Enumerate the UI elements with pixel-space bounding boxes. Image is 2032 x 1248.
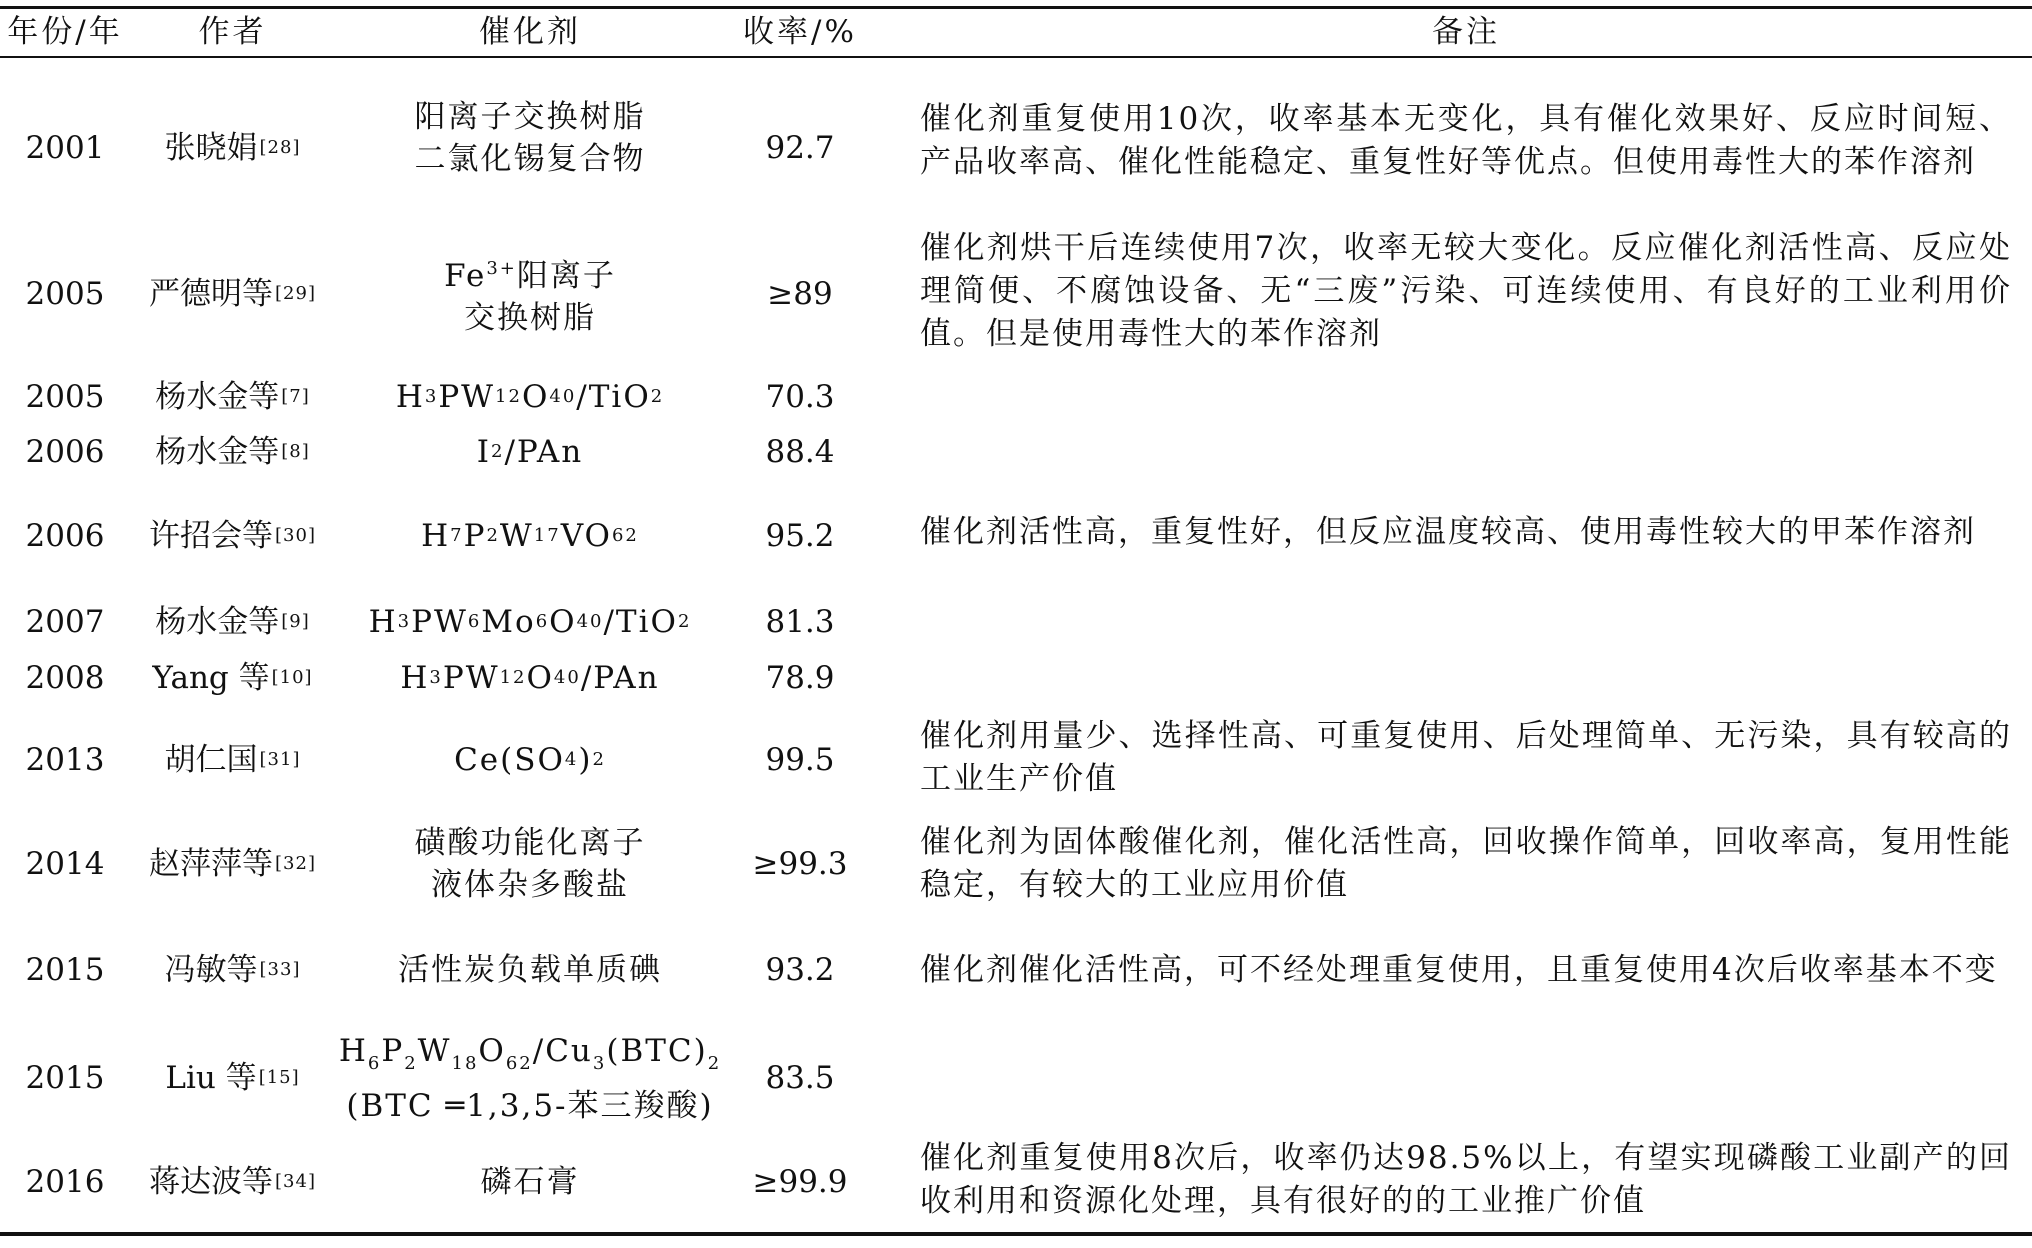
row-yield: 92.7: [765, 130, 835, 166]
formula-subscript: 2: [592, 749, 606, 770]
formula-part: H: [400, 660, 430, 696]
author-name: Yang 等: [152, 660, 270, 696]
row-yield: 95.2: [765, 518, 835, 554]
formula-subscript: 2: [486, 525, 500, 546]
formula-subscript: 3: [397, 611, 412, 632]
formula-part: P: [381, 1032, 405, 1069]
row-author: [130, 430, 335, 474]
catalyst-line: [444, 248, 616, 297]
formula-part: I: [476, 434, 491, 470]
formula-subscript: 2: [490, 441, 505, 462]
catalyst-text: 阳离子: [516, 257, 616, 294]
catalyst-line: 磷石膏: [480, 1164, 580, 1200]
formula-part: PW: [411, 604, 468, 640]
row-yield: 88.4: [765, 434, 835, 470]
catalyst-note: (BTC ═1,3,5-苯三羧酸): [346, 1087, 714, 1124]
catalyst-line: 交换树脂: [464, 299, 596, 336]
reference-number: [7]: [281, 386, 310, 407]
row-catalyst: [335, 250, 725, 336]
formula-subscript: 7: [450, 525, 464, 546]
row-year: 2006: [25, 434, 105, 470]
author-name: 杨水金等: [155, 604, 280, 640]
row-year: 2006: [25, 518, 105, 554]
row-year: 2015: [25, 952, 105, 988]
row-catalyst-formula: [335, 430, 725, 474]
row-yield: 70.3: [765, 379, 835, 415]
formula-subscript: 40: [576, 611, 604, 632]
formula-part: VO: [560, 518, 612, 554]
row-catalyst: [335, 95, 725, 181]
column-header-yield: 收率/%: [743, 14, 857, 50]
row-catalyst-formula: [335, 600, 725, 644]
formula-part: /Cu: [532, 1032, 593, 1069]
column-header-catalyst: 催化剂: [479, 14, 581, 50]
formula-subscript: 2: [650, 386, 665, 407]
catalyst-line: 阳离子交换树脂: [414, 99, 646, 135]
formula-subscript: 6: [535, 611, 550, 632]
row-year: 2007: [25, 604, 105, 640]
formula-subscript: 3: [424, 386, 439, 407]
row-author: [130, 492, 335, 580]
reference-number: [28]: [259, 137, 301, 158]
row-author: [130, 1138, 335, 1226]
catalyst-line: 二氯化锡复合物: [414, 141, 646, 177]
row-year: 2008: [25, 660, 105, 696]
reference-number: [10]: [271, 667, 313, 688]
row-yield: ≥99.3: [752, 846, 848, 882]
formula-part: H: [368, 604, 398, 640]
row-year: 2016: [25, 1164, 105, 1200]
table-header-rule: [0, 56, 2032, 58]
formula-part: Ce(SO: [454, 742, 565, 778]
formula-part: W: [417, 1032, 452, 1069]
formula-subscript: 62: [505, 1052, 533, 1074]
reference-number: [33]: [259, 959, 301, 980]
formula-part: /PAn: [504, 434, 584, 470]
formula-subscript: 2: [707, 1052, 722, 1074]
catalyst-ion: Fe: [444, 257, 487, 294]
formula-subscript: 12: [495, 386, 522, 407]
formula-part: H: [395, 379, 425, 415]
reference-number: [9]: [281, 611, 310, 632]
formula-subscript: 4: [564, 749, 579, 770]
reference-number: [8]: [281, 441, 310, 462]
author-name: 严德明等: [149, 276, 274, 312]
row-year: 2015: [25, 1060, 105, 1096]
formula-subscript: 2: [677, 611, 692, 632]
author-name: 张晓娟: [164, 130, 258, 166]
row-year: 2014: [25, 846, 105, 882]
row-author: [130, 1032, 335, 1124]
author-name: 蒋达波等: [149, 1164, 274, 1200]
formula-subscript: 3: [429, 667, 443, 688]
formula-part: O: [526, 660, 554, 696]
row-author: [130, 716, 335, 804]
formula-subscript: 6: [467, 611, 482, 632]
column-header-note: 备注: [1432, 14, 1500, 50]
row-year: 2005: [25, 379, 105, 415]
row-note: 催化剂重复使用10次，收率基本无变化，具有催化效果好、反应时间短、产品收率高、催化性能稳定、重复性好等优点。但使用毒性大的苯作溶剂: [920, 101, 2012, 180]
row-yield: 81.3: [765, 604, 835, 640]
formula-part: /PAn: [580, 660, 660, 696]
formula-subscript: 40: [553, 667, 581, 688]
formula-subscript: 6: [367, 1052, 382, 1074]
row-author: [130, 375, 335, 419]
row-yield: 99.5: [765, 742, 835, 778]
row-author: [130, 656, 335, 700]
row-note: 催化剂用量少、选择性高、可重复使用、后处理简单、无污染，具有较高的工业生产价值: [920, 718, 2012, 797]
row-yield: 83.5: [765, 1060, 835, 1096]
formula-part: /TiO: [603, 604, 678, 640]
formula-part: O: [549, 604, 577, 640]
formula-part: O: [478, 1032, 506, 1069]
formula-part: (BTC): [606, 1032, 708, 1069]
row-yield: ≥99.9: [752, 1164, 848, 1200]
row-catalyst: [335, 1032, 725, 1124]
row-catalyst-formula: [335, 656, 725, 700]
formula-part: H: [338, 1032, 368, 1069]
row-catalyst: [335, 820, 725, 908]
column-header-author: 作者: [198, 14, 267, 50]
row-note: 催化剂重复使用8次后，收率仍达98.5%以上，有望实现磷酸工业副产的回收利用和资源化处理，具有很好的的工业推广价值: [920, 1140, 2012, 1219]
author-name: 杨水金等: [155, 434, 280, 470]
reference-number: [31]: [259, 749, 301, 770]
formula-subscript: 2: [404, 1052, 418, 1074]
row-author: [130, 82, 335, 214]
row-yield: ≥89: [767, 276, 833, 312]
reference-number: [32]: [275, 853, 316, 874]
author-name: Liu 等: [165, 1060, 257, 1096]
row-note: 催化剂为固体酸催化剂，催化活性高，回收操作简单，回收率高，复用性能稳定，有较大的工业应用价值: [920, 824, 2012, 903]
reference-number: [29]: [275, 283, 316, 304]
row-year: 2005: [25, 276, 105, 312]
formula-part: /TiO: [576, 379, 651, 415]
row-catalyst: [335, 1138, 725, 1226]
row-author: [130, 926, 335, 1014]
author-name: 杨水金等: [155, 379, 280, 415]
row-catalyst: [335, 926, 725, 1014]
row-yield: 93.2: [765, 952, 835, 988]
formula-part: H: [421, 518, 451, 554]
formula-subscript: 12: [499, 667, 527, 688]
formula-subscript: 40: [549, 386, 577, 407]
row-year: 2001: [25, 130, 105, 166]
formula-part: PW: [442, 660, 500, 696]
row-note: 催化剂烘干后连续使用7次，收率无较大变化。反应催化剂活性高、反应处理简便、不腐蚀设备、无“三废”污染、可连续使用、有良好的工业利用价值。但是使用毒性大的苯作溶剂: [920, 229, 2012, 352]
catalyst-line: 磺酸功能化离子: [414, 825, 646, 861]
formula-subscript: 62: [611, 525, 639, 546]
formula-subscript: 3: [592, 1052, 607, 1074]
ion-charge: 3+: [486, 257, 517, 279]
reference-number: [34]: [275, 1171, 316, 1192]
formula-part: W: [499, 518, 534, 554]
table-bottom-rule: [0, 1232, 2032, 1236]
row-note: 催化剂活性高，重复性好，但反应温度较高、使用毒性较大的甲苯作溶剂: [920, 513, 1976, 550]
row-yield: 78.9: [765, 660, 835, 696]
reference-number: [30]: [275, 525, 316, 546]
row-catalyst-formula: [335, 375, 725, 419]
formula-part: O: [521, 379, 550, 415]
catalyst-formula: [339, 1030, 721, 1085]
author-name: 胡仁国: [164, 742, 258, 778]
formula-subscript: 17: [533, 525, 561, 546]
table-top-rule: [0, 6, 2032, 9]
row-author: [130, 820, 335, 908]
formula-part: ): [578, 742, 593, 778]
author-name: 赵萍萍等: [149, 846, 274, 882]
formula-part: P: [463, 518, 487, 554]
row-author: [130, 228, 335, 360]
column-header-year: 年份/年: [7, 14, 123, 50]
formula-part: Mo: [481, 604, 536, 640]
row-note: 催化剂催化活性高，可不经处理重复使用，且重复使用4次后收率基本不变: [920, 951, 1998, 988]
author-name: 冯敏等: [164, 952, 258, 988]
catalyst-line: 液体杂多酸盐: [431, 867, 629, 903]
row-catalyst-formula: [335, 492, 725, 580]
catalyst-line: 活性炭负载单质碘: [398, 952, 662, 988]
formula-subscript: 18: [451, 1052, 479, 1074]
row-catalyst-formula: [335, 716, 725, 804]
row-year: 2013: [25, 742, 105, 778]
row-author: [130, 600, 335, 644]
author-name: 许招会等: [149, 518, 274, 554]
formula-part: PW: [438, 379, 496, 415]
reference-number: [15]: [258, 1067, 300, 1088]
